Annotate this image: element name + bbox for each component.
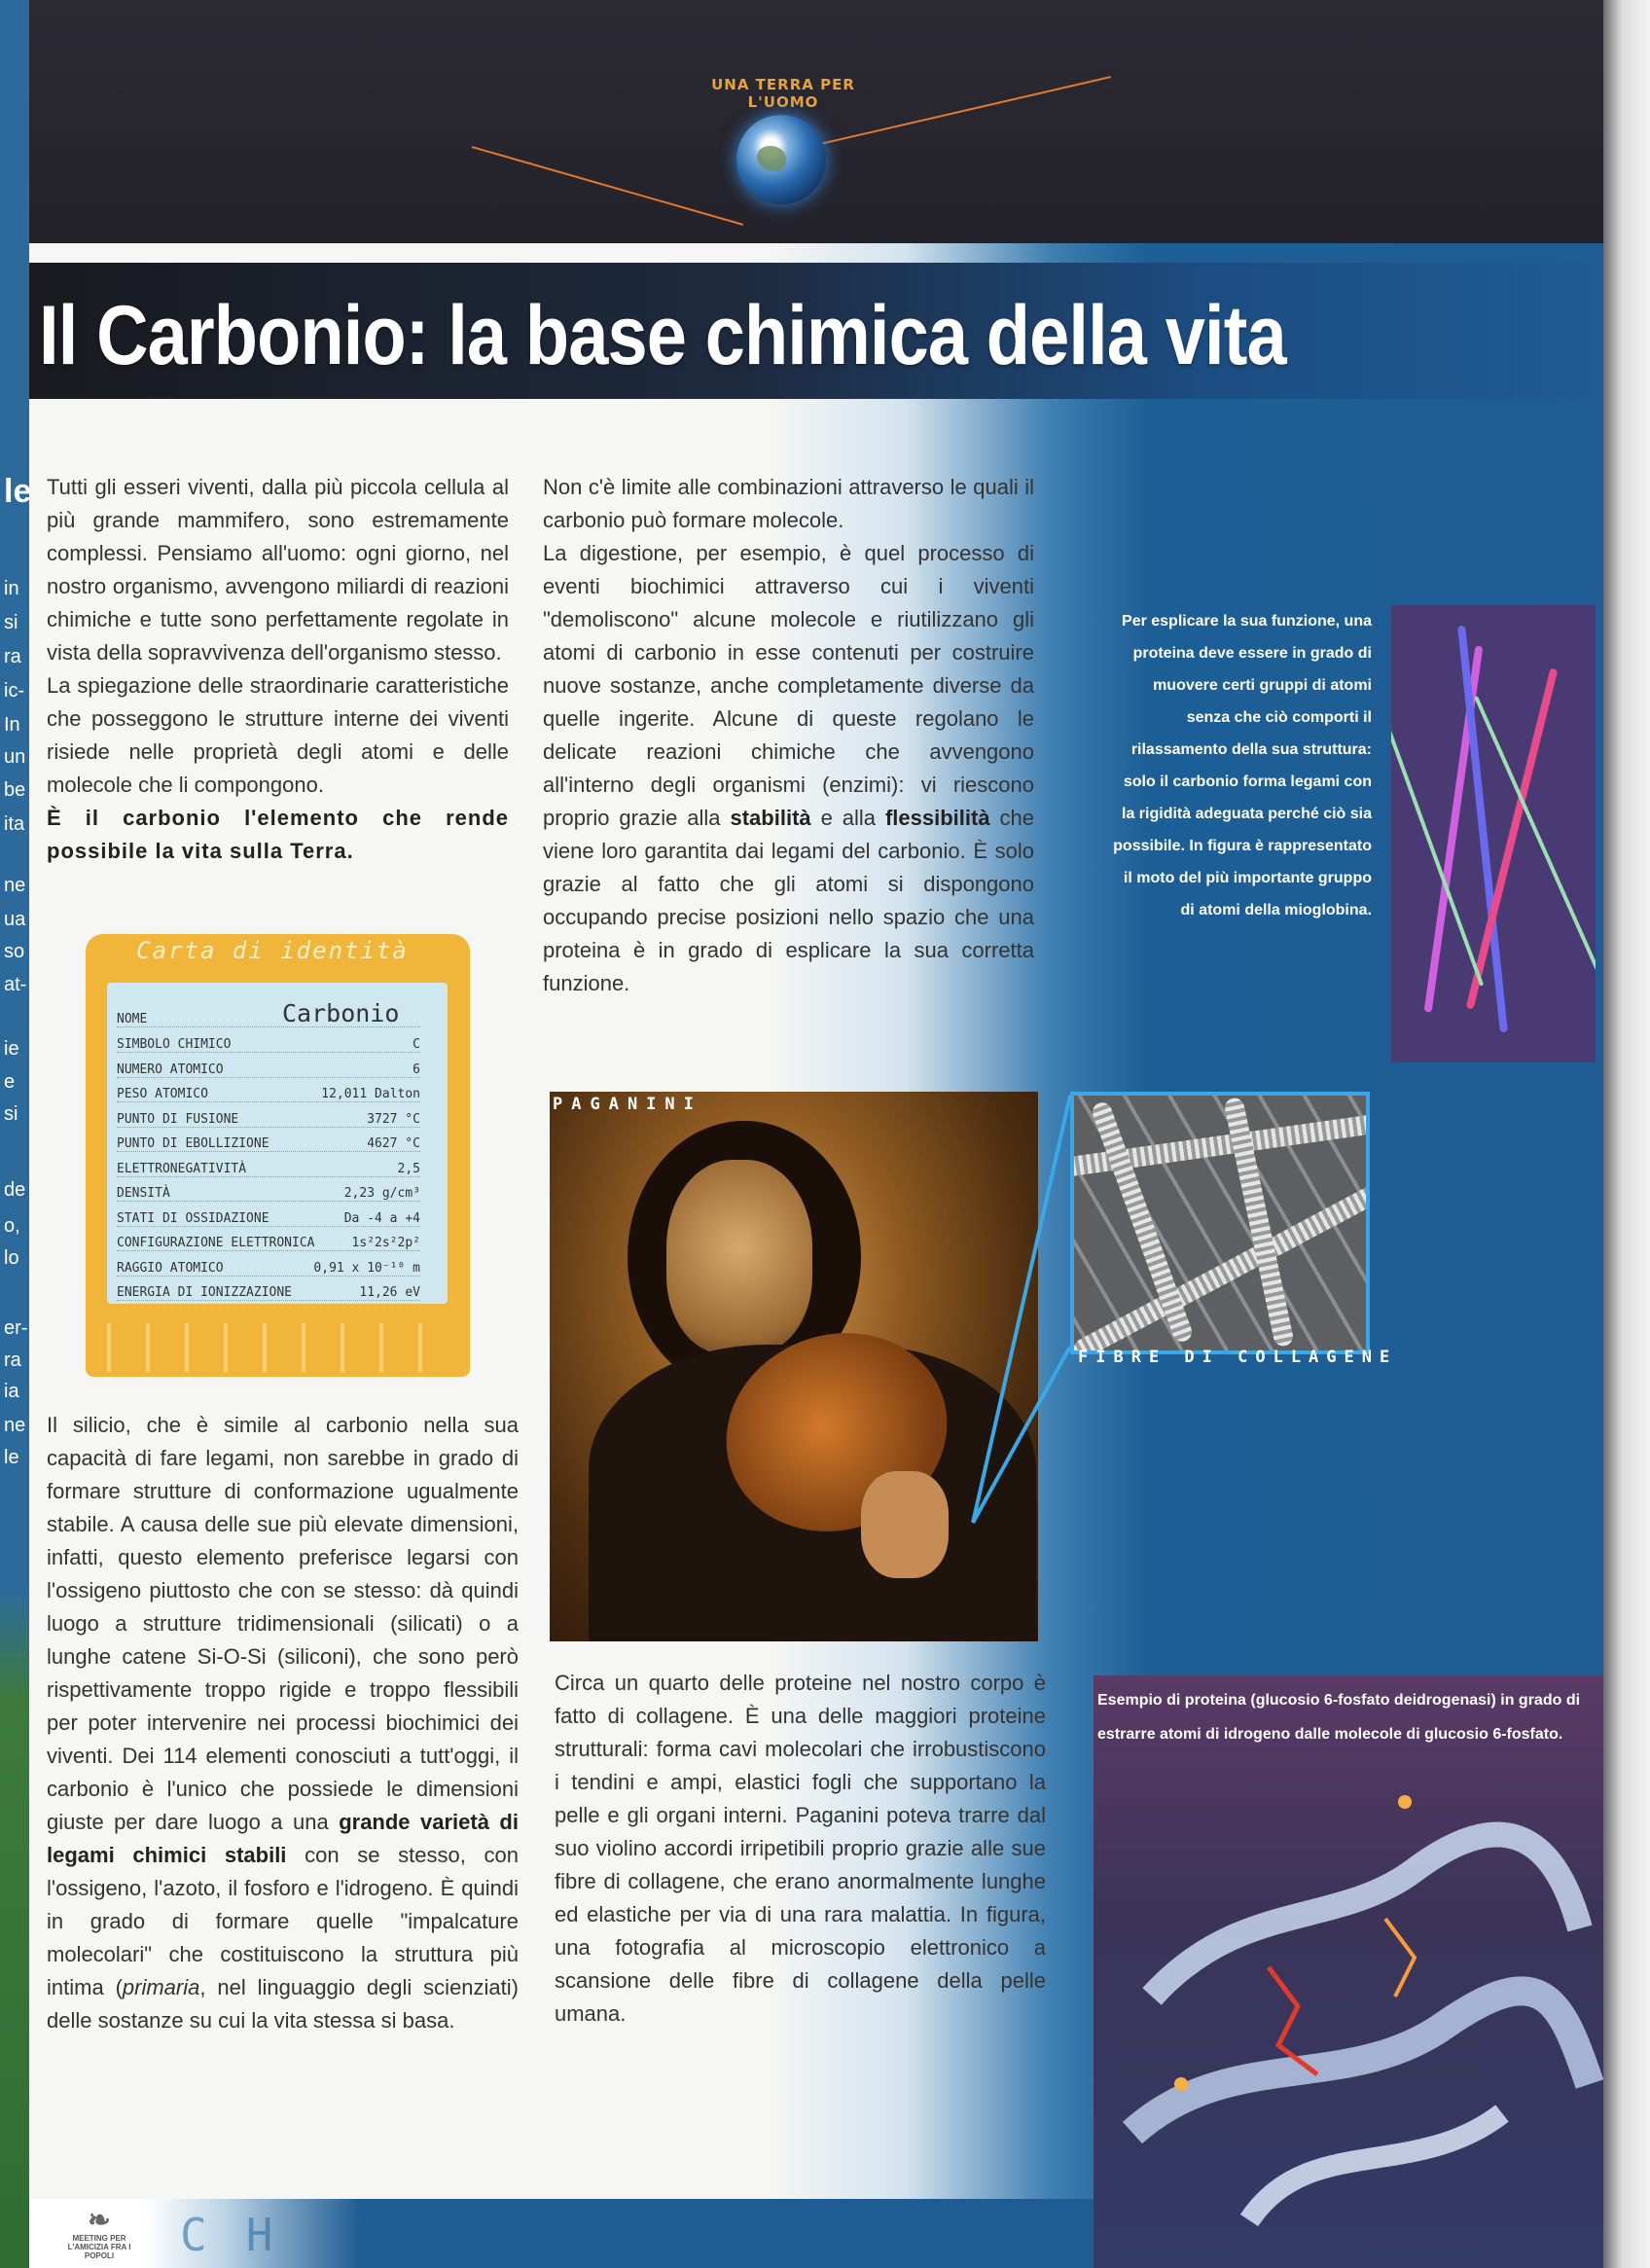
- silicon-italic: primaria: [122, 1975, 200, 1999]
- digestion-text-1: La digestione, per esempio, è quel processo di eventi biochimici attraverso cui i viventi "demoliscono" alcune molecole e riutilizzano gli atomi di carbonio in esse contenuti per costruire nuove sostanze, anche completamente diverse da quelle ingerite. Alcune di queste regolano le delicate reazioni chimiche che avvengono all'interno degli organismi (enzimi): vi riescono proprio grazie alla: [543, 541, 1034, 830]
- id-row-value: 3727 °C: [367, 1111, 420, 1127]
- paganini-label: PAGANINI: [553, 1095, 702, 1114]
- adjacent-page-fragment: de: [4, 1179, 26, 1201]
- id-card-row: [117, 1186, 420, 1202]
- left-column-top: [47, 471, 509, 868]
- adjacent-page-edge: [0, 0, 32, 2268]
- logo-text: MEETING PER L'AMICIZIA FRA I POPOLI: [67, 2234, 131, 2260]
- collagen-paragraph: Circa un quarto delle proteine nel nostro corpo è fatto di collagene. È una delle maggiori proteine strutturali: forma cavi molecolari che irrobustiscono i tendini e ampi, elastici fogli che supportano la pelle e gli organi interni. Paganini poteva trarre dal suo violino accordi irripetibili proprio grazie alle sue fibre di collagene, che erano anormalmente lunghe ed elastiche per via di una rara malattia. In figura, una fotografia al microscopio elettronico a scansione delle fibre di collagene della pelle umana.: [555, 1671, 1046, 2026]
- protein-ribbon: [1094, 1675, 1603, 2268]
- collagen-fibre: [1070, 1180, 1370, 1354]
- stability-bold: stabilità: [730, 806, 811, 830]
- id-row-value: 1s²2s²2p²: [351, 1236, 420, 1250]
- id-row-label: ENERGIA DI IONIZZAZIONE: [117, 1285, 293, 1300]
- id-row-value: Da -4 a +4: [343, 1210, 420, 1226]
- id-row-value: 6: [412, 1062, 420, 1077]
- adjacent-page-fragment: so: [4, 941, 25, 962]
- collagen-micrograph: [1070, 1092, 1370, 1354]
- id-row-value: 4627 °C: [367, 1136, 420, 1151]
- adjacent-page-fragment: si: [4, 612, 18, 633]
- combinations-paragraph: Non c'è limite alle combinazioni attraverso le quali il carbonio può formare molecole.: [543, 475, 1034, 532]
- id-row-label: NUMERO ATOMICO: [117, 1062, 224, 1077]
- collagen-label: FIBRE DI COLLAGENE: [1078, 1348, 1398, 1367]
- silicon-text-1: Il silicio, che è simile al carbonio nella sua capacità di fare legami, non sarebbe in grado di formare strutture di conformazione ugualmente stabile. A causa delle sue più elevate dimensioni, infatti, questo elemento preferisce legarsi con l'ossigeno piuttosto che con se stesso: dà quindi luogo a strutture tridimensionali (silicati) o a lunghe catene Si-O-Si (siliconi), che sono però rispettivamente troppo rigide e troppo flessibili per poter intervenire nei processi biochimici dei viventi. Dei 114 elementi conosciuti a tutt'oggi, il carbonio è l'unico che possiede le dimensioni giuste per dare luogo a una: [47, 1413, 519, 1834]
- silicon-bold: grande varietà di legami chimici stabili: [47, 1810, 519, 1867]
- id-card-row: [117, 1285, 420, 1301]
- id-card-row: [117, 1112, 420, 1128]
- paganini-hand: [861, 1471, 949, 1578]
- id-row-label: PESO ATOMICO: [117, 1087, 208, 1101]
- id-card-row: [117, 1236, 420, 1251]
- page-title: Il Carbonio: la base chimica della vita: [39, 289, 1286, 382]
- id-row-value: 12,011 Dalton: [321, 1087, 420, 1101]
- adjacent-page-fragment: e: [4, 1071, 16, 1093]
- adjacent-page-fragment: le: [4, 473, 32, 510]
- adjacent-page-fragment: in: [4, 578, 19, 599]
- middle-column-top: [543, 471, 1034, 1000]
- adjacent-page-fragment: le: [4, 1447, 19, 1468]
- adjacent-page-fragment: be: [4, 779, 26, 801]
- adjacent-page-fragment: ua: [4, 909, 26, 930]
- adjacent-page-fragment: ne: [4, 1415, 26, 1436]
- intro-paragraph: Tutti gli esseri viventi, dalla più piccola cellula al più grande mammifero, sono estremamente complessi. Pensiamo all'uomo: ogni giorno, nel nostro organismo, avvengono miliardi di reazioni chimiche e tutte sono perfettamente regolate in vista della sopravvivenza dell'organismo stesso.: [47, 475, 509, 665]
- adjacent-page-fragment: ie: [4, 1038, 19, 1060]
- middle-column-bottom: [555, 1667, 1046, 2031]
- id-card-row: [117, 1211, 420, 1227]
- digestion-text-2: e alla: [810, 806, 885, 830]
- adjacent-page-fragment: In: [4, 714, 20, 736]
- adjacent-page-fragment: ita: [4, 813, 25, 835]
- protein-image: [1094, 1675, 1603, 2268]
- adjacent-page-fragment: ne: [4, 875, 26, 896]
- adjacent-page-fragment: at-: [4, 974, 27, 995]
- id-card-book-pages: [107, 1323, 448, 1372]
- id-row-label: ELETTRONEGATIVITÀ: [117, 1161, 247, 1176]
- id-row-label: RAGGIO ATOMICO: [117, 1260, 224, 1276]
- adjacent-page-fragment: ra: [4, 646, 21, 667]
- adjacent-page-fragment: lo: [4, 1247, 19, 1269]
- id-row-label: SIMBOLO CHIMICO: [117, 1037, 232, 1052]
- silicon-text-2: con se stesso, con l'ossigeno, l'azoto, il fosforo e l'idrogeno. È quindi in grado di formare quelle "impalcature molecolari" che costituiscono la struttura più intima (: [47, 1843, 519, 1999]
- id-card-name-value: Carbonio: [282, 999, 400, 1027]
- protein-caption: Esempio di proteina (glucosio 6-fosfato deidrogenasi) in grado di estrarre atomi di idrogeno dalle molecole di glucosio 6-fosfato.: [1097, 1692, 1581, 1743]
- binding-edge: [1603, 0, 1650, 2268]
- paganini-face: [666, 1160, 812, 1354]
- digestion-paragraph: [543, 537, 1034, 1000]
- id-row-value: 0,91 x 10⁻¹⁰ m: [313, 1260, 420, 1276]
- explanation-paragraph: La spiegazione delle straordinarie caratteristiche che posseggono le strutture interne dei viventi risiede nelle proprietà degli atomi e delle molecole che li compongono.: [47, 673, 509, 797]
- adjacent-page-fragment: si: [4, 1103, 18, 1125]
- adjacent-page-fragment: er-: [4, 1317, 28, 1339]
- adjacent-page-fragment: ic-: [4, 680, 25, 702]
- meeting-logo: [60, 2207, 138, 2260]
- id-card-heading: Carta di identità: [136, 937, 409, 964]
- id-card-row: [117, 1261, 420, 1277]
- id-row-label: DENSITÀ: [117, 1186, 170, 1201]
- id-row-value: 2,23 g/cm³: [343, 1186, 420, 1201]
- digestion-text-3: che viene loro garantita dai legami del carbonio. È solo grazie al fatto che gli atomi si dispongono occupando precise posizioni nello spazio che una proteina è in grado di esplicare la sua corretta funzione.: [543, 806, 1034, 995]
- id-card-row: [117, 1087, 420, 1102]
- series-title: UNA TERRA PER L'UOMO: [711, 76, 855, 111]
- id-card-row: [117, 1136, 420, 1152]
- id-row-value: 11,26 eV: [359, 1285, 420, 1300]
- silicon-paragraph: [47, 1409, 519, 2037]
- dove-icon: ❧: [88, 2205, 111, 2235]
- id-card-row: [117, 1062, 420, 1078]
- footer-letters: CH: [180, 2209, 312, 2261]
- adjacent-page-fragment: ra: [4, 1350, 21, 1371]
- adjacent-page-fragment: un: [4, 746, 26, 768]
- id-row-value: 2,5: [397, 1161, 420, 1176]
- left-column-bottom: [47, 1409, 519, 2037]
- adjacent-page-fragment: ia: [4, 1381, 19, 1402]
- id-card: [86, 934, 470, 1377]
- id-row-label: PUNTO DI EBOLLIZIONE: [117, 1136, 269, 1151]
- myoglobin-caption: Per esplicare la sua funzione, una proteina deve essere in grado di muovere certi gruppi di atomi senza che ciò comporti il rilassamento della sua struttura: solo il carbonio forma legami con la rigidità adeguata perché ciò sia possibile. In figura è rappresentato il moto del più importante gruppo di atomi della mioglobina.: [1113, 613, 1372, 918]
- silicon-text-3: , nel linguaggio degli scienziati) delle sostanze su cui la vita stessa si basa.: [47, 1975, 519, 2033]
- id-card-row: [117, 1162, 420, 1177]
- id-row-label: STATI DI OSSIDAZIONE: [117, 1210, 269, 1226]
- paganini-image: [550, 1092, 1038, 1641]
- thesis-paragraph: È il carbonio l'elemento che rende possibile la vita sulla Terra.: [47, 806, 509, 863]
- id-card-row: [117, 1037, 420, 1053]
- id-row-label: PUNTO DI FUSIONE: [117, 1111, 239, 1127]
- adjacent-page-fragment: o,: [4, 1215, 20, 1237]
- id-name-label: NOME: [117, 1012, 148, 1026]
- myoglobin-image: [1391, 605, 1596, 1062]
- id-row-label: CONFIGURAZIONE ELETTRONICA: [117, 1236, 315, 1250]
- id-row-value: C: [412, 1037, 420, 1052]
- flexibility-bold: flessibilità: [884, 806, 990, 830]
